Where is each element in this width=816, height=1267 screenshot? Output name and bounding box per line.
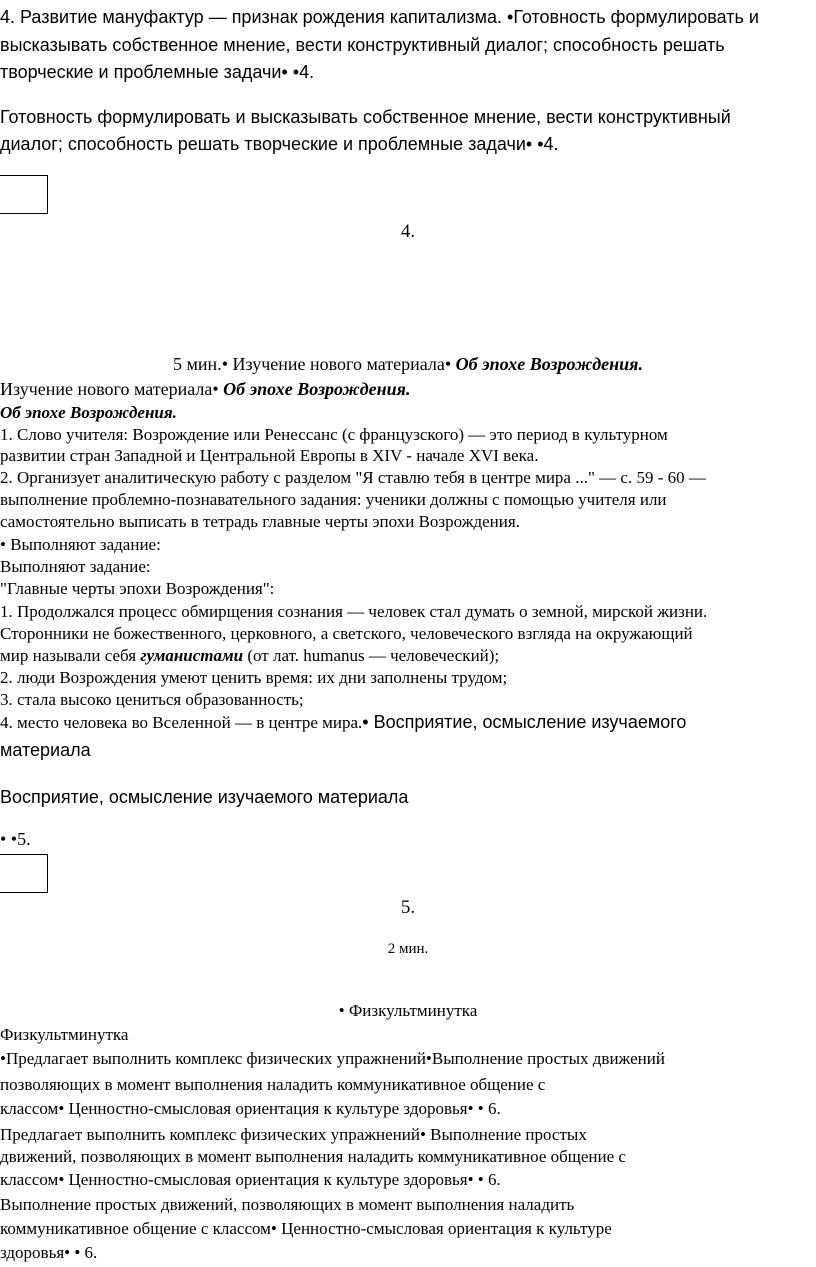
text-line: Сторонники не божественного, церковного, а светского, человеческого взгляда на окружающий bbox=[0, 624, 693, 643]
text-line: 3. стала высоко цениться образованность; bbox=[0, 690, 304, 709]
text-line: Готовность формулировать и высказывать собственное мнение, вести конструктивный bbox=[0, 107, 731, 127]
text-line: • Выполняют задание: bbox=[0, 535, 161, 554]
text-line: коммуникативное общение с классом• Ценностно-смысловая ориентация к культуре bbox=[0, 1219, 612, 1238]
text-line: развитии стран Западной и Центральной Европы в XIV - начале XVI века. bbox=[0, 446, 539, 465]
section-heading: • Физкультминутка bbox=[338, 1001, 478, 1020]
text-line: здоровья• • 6. bbox=[0, 1243, 98, 1262]
text-line: Изучение нового материала• Об эпохе Возрождения. bbox=[0, 379, 411, 399]
term-humanists: гуманистами bbox=[140, 646, 244, 665]
section-topic: Об эпохе Возрождения. bbox=[455, 354, 643, 374]
stage-number: 4. bbox=[400, 221, 416, 242]
text-line: 2. Организует аналитическую работу с разделом "Я ставлю тебя в центре мира ..." — с. 59 - 60 — bbox=[0, 468, 706, 487]
text-line: Физкультминутка bbox=[0, 1025, 129, 1044]
text-line: 4. Развитие мануфактур — признак рождения капитализма. •Готовность формулировать и bbox=[0, 7, 759, 27]
text-line: Восприятие, осмысление изучаемого материала bbox=[0, 787, 409, 807]
text-line: классом• Ценностно-смысловая ориентация к культуре здоровья• • 6. bbox=[0, 1099, 501, 1118]
section-heading bbox=[0, 355, 816, 373]
text-line: самостоятельно выписать в тетрадь главные черты эпохи Возрождения. bbox=[0, 512, 520, 531]
text-line: 1. Продолжался процесс обмирщения сознания — человек стал думать о земной, мирской жизни. bbox=[0, 602, 708, 621]
table-cell-box bbox=[0, 854, 48, 893]
text-line: движений, позволяющих в момент выполнения наладить коммуникативное общение с bbox=[0, 1147, 626, 1166]
text-line: диалог; способность решать творческие и проблемные задачи• •4. bbox=[0, 134, 559, 154]
text-line: творческие и проблемные задачи• •4. bbox=[0, 62, 315, 82]
section-heading-text: 5 мин.• Изучение нового материала• bbox=[173, 354, 456, 374]
stage-number: 5. bbox=[400, 897, 416, 918]
text-line: высказывать собственное мнение, вести конструктивный диалог; способность решать bbox=[0, 35, 725, 55]
text-line: выполнение проблемно-познавательного задания: ученики должны с помощью учителя или bbox=[0, 490, 667, 509]
text-line: Выполняют задание: bbox=[0, 557, 151, 576]
text-line: мир называли себя гуманистами (от лат. humanus — человеческий); bbox=[0, 646, 500, 665]
text-line: материала bbox=[0, 740, 91, 760]
text-line: • •5. bbox=[0, 829, 31, 849]
text-line: "Главные черты эпохи Возрождения": bbox=[0, 579, 275, 598]
text-line: Выполнение простых движений, позволяющих в момент выполнения наладить bbox=[0, 1195, 575, 1214]
text-line: 1. Слово учителя: Возрождение или Ренессанс (с французского) — это период в культурном bbox=[0, 425, 668, 444]
table-cell-box bbox=[0, 175, 48, 214]
text-line: Об эпохе Возрождения. bbox=[0, 403, 177, 422]
stage-time: 2 мин. bbox=[387, 941, 429, 957]
text-line: 2. люди Возрождения умеют ценить время: их дни заполнены трудом; bbox=[0, 668, 508, 687]
text-line: позволяющих в момент выполнения наладить коммуникативное общение с bbox=[0, 1075, 546, 1094]
text-line: •Предлагает выполнить комплекс физических упражнений•Выполнение простых движений bbox=[0, 1049, 665, 1068]
text-line: 4. место человека во Вселенной — в центре мира.• Восприятие, осмысление изучаемого bbox=[0, 712, 687, 732]
text-line: классом• Ценностно-смысловая ориентация к культуре здоровья• • 6. bbox=[0, 1170, 501, 1189]
text-line: Предлагает выполнить комплекс физических упражнений• Выполнение простых bbox=[0, 1125, 587, 1144]
